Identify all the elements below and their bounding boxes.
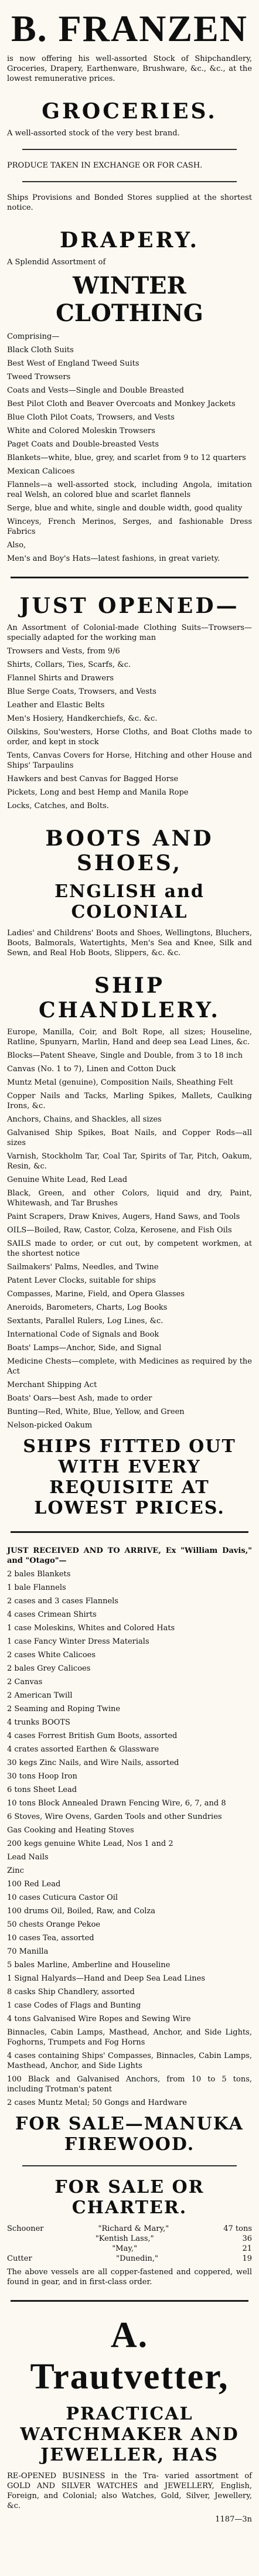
vessel-row [7,2244,252,2254]
drapery-line: Blue Cloth Pilot Coats, Trowsers, and Vests [7,413,175,422]
chandlery-line: Compasses, Marine, Field, and Opera Glasses [7,1290,185,1299]
drapery-line: Mexican Calicoes [7,467,75,476]
chandlery-line: Medicine Chests—complete, with Medicines as required by the Act [7,1357,252,1376]
chandlery-line: Paint Scrapers, Draw Knives, Augers, Hand Saws, and Tools [7,1212,240,1221]
produce-line: PRODUCE TAKEN IN EXCHANGE OR FOR CASH. [7,161,203,170]
fitted-out: SHIPS FITTED OUT WITH EVERY REQUISITE AT LOWEST PRICES. [23,1436,236,1518]
vessel-row [7,2254,252,2264]
chandlery-line: Boats' Lamps—Anchor, Side, and Signal [7,1344,162,1352]
vessel-type: Cutter [7,2254,32,2263]
arrival-line: 8 casks Ship Chandlery, assorted [7,1988,135,1996]
arrival-line: 4 crates assorted Earthen & Glassware [7,1745,159,1754]
chandlery-line: Sailmakers' Palms, Needles, and Twine [7,1263,159,1272]
arrival-line: 1 case Fancy Winter Dress Materials [7,1637,149,1646]
vessel-name: "Dunedin," [116,2254,158,2263]
opened-line: Oilskins, Sou'westers, Horse Cloths, and Boat Cloths made to order, and kept in stock [7,728,252,747]
arrival-line: 4 cases Crimean Shirts [7,1610,97,1619]
chandlery-line: Europe, Manilla, Coir, and Bolt Rope, all sizes; Houseline, Ratline, Spunyarn, Marlin, Hand and deep sea Lead Lines, &c. [7,1028,252,1047]
opened-line: Trowsers and Vests, from 9/6 [7,647,120,656]
arrival-line: 1 Signal Halyards—Hand and Deep Sea Lead Lines [7,1974,206,1983]
chandlery-line: Canvas (No. 1 to 7), Linen and Cotton Duck [7,1065,176,1074]
chandlery-line: OILS—Boiled, Raw, Castor, Colza, Kerosene, and Fish Oils [7,1226,232,1235]
chandlery-line: Anchors, Chains, and Shackles, all sizes [7,1115,162,1124]
drapery-line: Flannels—a well-assorted stock, including Angola, imitation real Welsh, an colored blue and scarlet flannels [7,481,252,499]
arrival-line: 50 chests Orange Pekoe [7,1920,101,1929]
chandlery-line: SAILS made to order, or cut out, by competent workmen, at the shortest notice [7,1239,252,1258]
arrival-line: 1 case Codes of Flags and Bunting [7,2001,141,2010]
drapery-line: Coats and Vests—Single and Double Breasted [7,386,184,395]
chandlery-line: International Code of Signals and Book [7,1330,159,1339]
watchmaker-name: A. Trautvetter, [30,2315,229,2397]
arrival-line: Gas Cooking and Heating Stoves [7,1826,134,1835]
opened-line: Blue Serge Coats, Trowsers, and Vests [7,687,156,696]
chandlery-line: Black, Green, and other Colors, liquid and dry, Paint, Whitewash, and Tar Brushes [7,1189,252,1208]
drapery-line: Serge, blue and white, single and double width, good quality [7,504,243,513]
chandlery-line: Sextants, Parallel Rulers, Log Lines, &c. [7,1317,163,1326]
arrival-line: 4 tons Galvanised Wire Ropes and Sewing Wire [7,2015,191,2023]
arrival-line: 4 cases Forrest British Gum Boots, assorted [7,1732,178,1740]
chandlery-line: Blocks—Patent Sheave, Single and Double, from 3 to 18 inch [7,1051,243,1060]
arrive-list [7,1569,252,2108]
vessel-tons: 36 [242,2234,252,2243]
arrival-line: 1 bale Flannels [7,1583,66,1592]
watchmaker-text: RE-OPENED BUSINESS in the Tra- varied assortment of GOLD AND SILVER WATCHES and JEWELLERY, English, Foreign, and Colonial; also Watches, Gold, Silver, Jewellery, &c. [7,2472,252,2510]
vessel-name: "May," [112,2244,138,2253]
vessel-tons: 19 [242,2254,252,2263]
intro-text: is now offering his well-assorted Stock of Shipchandlery, Groceries, Drapery, Earthenware, Brushware, &c., &c., at the lowest remunerative prices. [7,54,252,83]
divider [22,181,237,182]
vessel-table [7,2224,252,2264]
arrival-line: 4 cases containing Ships' Compasses, Binnacles, Cabin Lamps, Masthead, Anchor, and Side Lights [7,2052,252,2070]
drapery-line: Paget Coats and Double-breasted Vests [7,440,159,449]
just-opened-heading: JUST OPENED— [19,594,240,618]
arrival-line: 10 cases Tea, assorted [7,1934,94,1943]
opened-line: An Assortment of Colonial-made Clothing Suits—Trowsers—specially adapted for the working man [7,623,252,642]
chandlery-line: Copper Nails and Tacks, Marling Spikes, Mallets, Caulking Irons, &c. [7,1092,252,1110]
opened-list [7,623,252,811]
arrival-line: 100 Red Lead [7,1880,61,1889]
arrival-line: 200 kegs genuine White Lead, Nos 1 and 2 [7,1839,173,1848]
firewood: FOR SALE—MANUKA FIREWOOD. [15,2114,244,2155]
opened-line: Locks, Catches, and Bolts. [7,802,109,810]
arrival-line: 2 Seaming and Roping Twine [7,1705,121,1713]
vessel-type: Schooner [7,2224,44,2233]
arrival-line: 6 Stoves, Wire Ovens, Garden Tools and other Sundries [7,1812,222,1821]
opened-line: Flannel Shirts and Drawers [7,674,114,683]
arrival-line: Binnacles, Cabin Lamps, Masthead, Anchor, and Side Lights, Foghorns, Trumpets and Fog Horns [7,2028,252,2047]
divider [11,2300,248,2302]
chandlery-line: Genuine White Lead, Red Lead [7,1175,128,1184]
arrival-line: 2 bales Grey Calicoes [7,1664,91,1673]
drapery-line: Comprising— [7,332,60,341]
chandlery-heading: SHIP CHANDLERY. [39,973,220,1023]
arrive-heading: JUST RECEIVED AND TO ARRIVE, Ex "William Davis," and "Otago"— [7,1546,252,1565]
vessel-tons: 47 tons [223,2224,252,2233]
business-name: B. FRANZEN [11,8,248,49]
ad-reference: 1187—3n [215,2515,252,2524]
opened-line: Pickets, Long and best Hemp and Manila Rope [7,788,189,797]
vessel-tons: 21 [242,2244,252,2253]
vessel-name: "Kentish Lass," [95,2234,154,2243]
arrival-line: 100 Black and Galvanised Anchors, from 10 to 5 tons, including Trotman's patent [7,2075,252,2094]
chandlery-line: Muntz Metal (genuine), Composition Nails, Sheathing Felt [7,1078,233,1087]
groceries-heading: GROCERIES. [42,99,217,124]
arrival-line: 2 cases and 3 cases Flannels [7,1597,118,1606]
winter-clothing: WINTER CLOTHING [56,272,203,327]
groceries-text: A well-assorted stock of the very best brand. [7,129,180,138]
opened-line: Shirts, Collars, Ties, Scarfs, &c. [7,660,131,669]
arrival-line: Zinc [7,1866,24,1875]
divider [11,577,248,578]
vessel-row [7,2224,252,2234]
arrival-line: 1 case Moleskins, Whites and Colored Hats [7,1624,175,1633]
divider [22,2165,237,2166]
boots-text: Ladies' and Childrens' Boots and Shoes, Wellingtons, Bluchers, Boots, Balmorals, Watertights, Men's Sea and Knee, Silk and Sewn, and Real Hob Boots, Slippers, &c. &c. [7,929,252,958]
chandlery-list [7,1027,252,1430]
arrival-line: 10 cases Cuticura Castor Oil [7,1893,118,1902]
drapery-line: Winceys, French Merinos, Serges, and fashionable Dress Fabrics [7,517,252,536]
drapery-sub: A Splendid Assortment of [7,258,106,267]
chandlery-line: Nelson-picked Oakum [7,1421,93,1430]
drapery-line: Tweed Trowsers [7,373,71,381]
chandlery-line: Varnish, Stockholm Tar, Coal Tar, Spirits of Tar, Pitch, Oakum, Resin, &c. [7,1152,252,1171]
charter-heading: FOR SALE OR CHARTER. [54,2177,205,2218]
arrival-line: 100 drums Oil, Boiled, Raw, and Colza [7,1907,155,1916]
watchmaker-role: PRACTICAL WATCHMAKER AND JEWELLER, HAS [20,2404,239,2465]
opened-line: Leather and Elastic Belts [7,701,105,710]
divider [22,149,237,150]
drapery-line: Blankets—white, blue, grey, and scarlet from 9 to 12 quarters [7,454,246,462]
drapery-line: Best West of England Tweed Suits [7,359,139,368]
divider [11,1531,248,1533]
chandlery-line: Aneroids, Barometers, Charts, Log Books [7,1303,168,1312]
drapery-line: White and Colored Moleskin Trowsers [7,427,155,435]
chandlery-line: Bunting—Red, White, Blue, Yellow, and Green [7,1408,185,1416]
arrival-line: 2 cases Muntz Metal; 50 Gongs and Hardware [7,2098,187,2107]
drapery-line: Men's and Boy's Hats—latest fashions, in great variety. [7,554,220,563]
opened-line: Hawkers and best Canvas for Bagged Horse [7,775,179,783]
chandlery-line: Patent Lever Clocks, suitable for ships [7,1276,156,1285]
arrival-line: 4 trunks BOOTS [7,1718,70,1727]
opened-line: Men's Hosiery, Handkerchiefs, &c. &c. [7,714,158,723]
boots-sub: ENGLISH and COLONIAL [54,881,205,922]
drapery-line: Black Cloth Suits [7,346,74,355]
arrival-line: 6 tons Sheet Lead [7,1786,77,1794]
arrival-line: Lead Nails [7,1853,49,1862]
arrival-line: 2 Canvas [7,1678,43,1686]
chandlery-line: Galvanised Ship Spikes, Boat Nails, and Copper Rods—all sizes [7,1129,252,1147]
arrival-line: 70 Manilla [7,1947,49,1956]
vessel-row [7,2234,252,2244]
arrival-line: 2 cases White Calicoes [7,1651,96,1660]
vessel-name: "Richard & Mary," [98,2224,169,2233]
drapery-line: Also, [7,541,26,550]
arrival-line: 2 bales Blankets [7,1570,71,1579]
arrival-line: 2 American Twill [7,1691,73,1700]
opened-line: Tents, Canvas Covers for Horse, Hitching and other House and Ships' Tarpaulins [7,751,252,770]
chandlery-line: Boats' Oars—best Ash, made to order [7,1394,152,1403]
chandlery-line: Merchant Shipping Act [7,1381,97,1389]
drapery-list [7,332,252,564]
arrival-line: 30 kegs Zinc Nails, and Wire Nails, assorted [7,1759,179,1767]
arrival-line: 10 tons Block Annealed Drawn Fencing Wire, 6, 7, and 8 [7,1799,226,1808]
arrival-line: 30 tons Hoop Iron [7,1772,77,1781]
charter-text: The above vessels are all copper-fastened and coppered, well found in gear, and in first-class order. [7,2268,252,2287]
drapery-heading: DRAPERY. [60,228,199,253]
drapery-line: Best Pilot Cloth and Beaver Overcoats and Monkey Jackets [7,400,236,408]
ships-provisions: Ships Provisions and Bonded Stores supplied at the shortest notice. [7,193,252,212]
arrival-line: 5 bales Marline, Amberline and Houseline [7,1961,171,1970]
boots-heading: BOOTS AND SHOES, [45,826,214,875]
